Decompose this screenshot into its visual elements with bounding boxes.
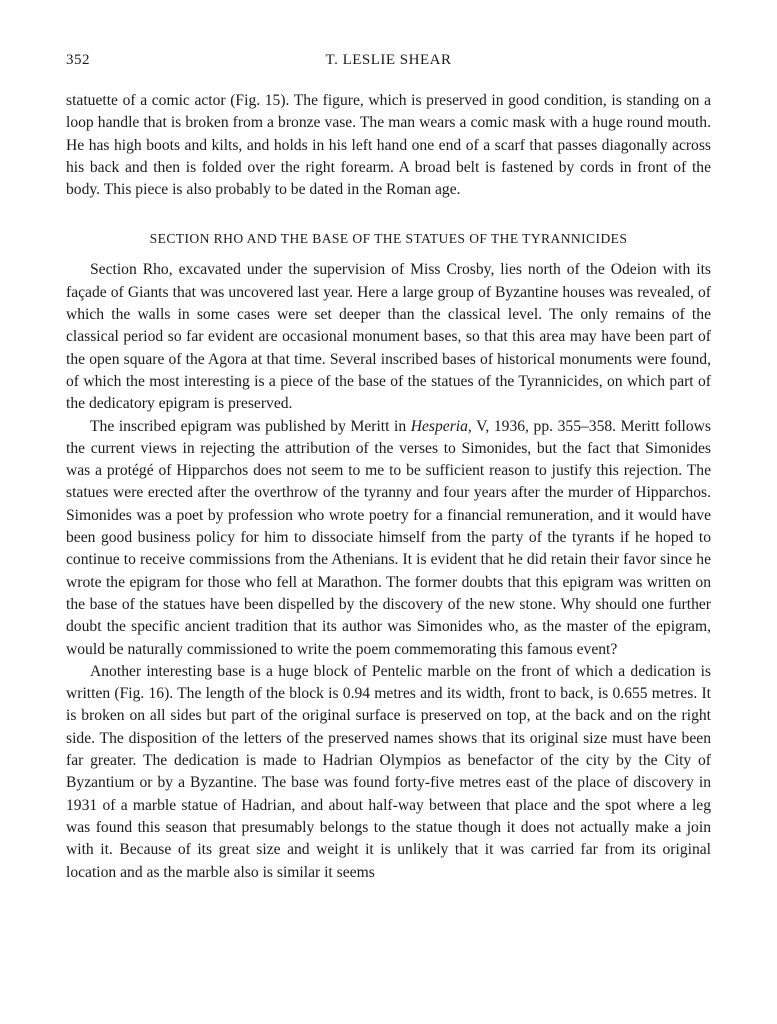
- body-paragraph-epigram: [66, 416, 711, 661]
- epigram-text-start: The inscribed epigram was published by Meritt in: [90, 417, 411, 435]
- body-paragraph-continued: statuette of a comic actor (Fig. 15). The figure, which is preserved in good condition, is standing on a loop handle that is broken from a bronze vase. The man wears a comic mask with a huge round mouth. He has high boots and kilts, and holds in his left hand one end of a scarf that passes diagonally across his back and then is folded over the right forearm. A broad belt is fastened by cords in front of the body. This piece is also probably to be dated in the Roman age.: [66, 92, 711, 199]
- body-paragraph-section-rho: Section Rho, excavated under the supervision of Miss Crosby, lies north of the Odeion with its façade of Giants that was uncovered last year. Here a large group of Byzantine houses was revealed, of which the walls in some cases were set deeper than the classical level. The only remains of the classical period so far evident are occasional monument bases, so that this area may have been part of the open square of the Agora at that time. Several inscribed bases of historical monuments were found, of which the most interesting is a piece of the base of the statues of the Tyrannicides, on which part of the dedicatory epigram is preserved.: [66, 261, 711, 413]
- running-header: [66, 52, 711, 76]
- page: [66, 52, 711, 884]
- section-heading: SECTION RHO AND THE BASE OF THE STATUES OF THE TYRANNICIDES: [149, 231, 628, 247]
- body-paragraph-hadrian-base: Another interesting base is a huge block of Pentelic marble on the front of which a dedication is written (Fig. 16). The length of the block is 0.94 metres and its width, front to back, is 0.655 metres. It is broken on all sides but part of the original surface is preserved on top, at the back and on the right side. The disposition of the letters of the preserved names shows that its original size must have been far greater. The dedication is made to Hadrian Olympios as benefactor of the city by the City of Byzantium or by a Byzantine. The base was found forty-five metres east of the place of discovery in 1931 of a marble statue of Hadrian, and about half-way between that place and the spot where a leg was found this season that presumably belongs to the statue though it does not actually make a join with it. Because of its great size and weight it is unlikely that it was carried far from its original location and as the marble also is similar it seems: [66, 662, 711, 881]
- author-header: T. LESLIE SHEAR: [325, 52, 452, 68]
- journal-title: Hesperia,: [410, 417, 472, 435]
- page-number: 352: [66, 52, 90, 68]
- epigram-text-rest: V, 1936, pp. 355–358. Meritt follows the current views in rejecting the attribution of the verses to Simonides, but the fact that Simonides was a protégé of Hipparchos does not seem to me to be sufficient reason to justify this rejection. The statues were erected after the overthrow of the tyranny and four years after the murder of Hipparchos. Simonides was a poet by profession who wrote poetry for a financial remuneration, and it would have been good business policy for him to dissociate himself from the party of the tyrants if he hoped to continue to receive commissions from the Athenians. It is evident that he did retain their favor since he wrote the epigram for those who fell at Marathon. The former doubts that this epigram was written on the base of the statues have been dispelled by the discovery of the new stone. Why should one further doubt the specific ancient tradition that its author was Simonides who, as the master of the epigram, would be naturally commissioned to write the poem commemorating this famous event?: [66, 417, 711, 658]
